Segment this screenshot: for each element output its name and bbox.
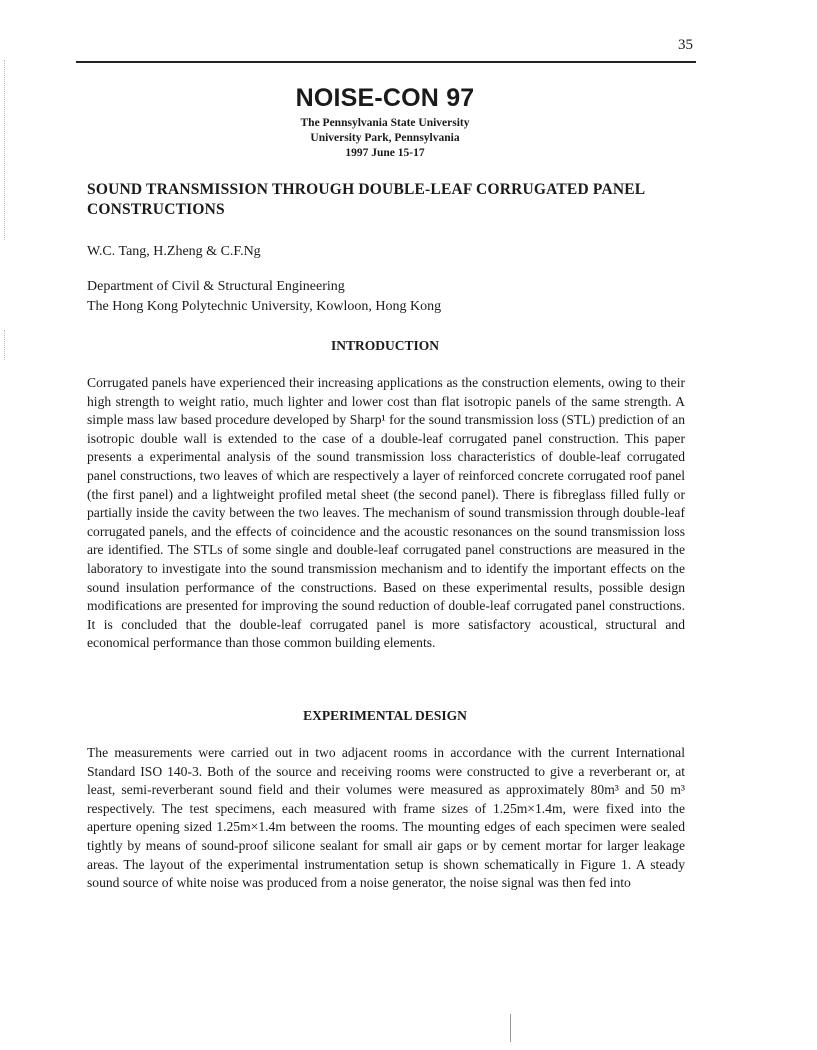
scan-artifact <box>510 1014 511 1042</box>
conference-title: NOISE-CON 97 <box>295 84 475 112</box>
authors: W.C. Tang, H.Zheng & C.F.Ng <box>87 244 261 259</box>
conference-location: University Park, Pennsylvania <box>310 132 460 144</box>
affiliation-department: Department of Civil & Structural Engineering <box>87 279 345 294</box>
paper-title: SOUND TRANSMISSION THROUGH DOUBLE-LEAF CORRUGATED PANEL CONSTRUCTIONS <box>87 181 645 218</box>
conference-date: 1997 June 15-17 <box>345 147 425 159</box>
page-number: 35 <box>678 37 693 53</box>
affiliation-university: The Hong Kong Polytechnic University, Kowloon, Hong Kong <box>87 299 442 314</box>
introduction-paragraph: Corrugated panels have experienced their increasing applications as the construction elements, owing to their high strength to weight ratio, much lighter and lower cost than flat isotropic panels of the same strength. A simple mass law based procedure developed by Sharp¹ for the sound transmission loss (STL) prediction of an isotropic double wall is extended to the case of a double-leaf corrugated panel construction. This paper presents a experimental analysis of the sound transmission loss characteristics of double-leaf corrugated panel constructions, two leaves of which are respectively a layer of reinforced concrete corrugated roof panel (the first panel) and a lightweight profiled metal sheet (the second panel). There is fibreglass filled fully or partially inside the cavity between the two leaves. The mechanism of sound transmission through double-leaf corrugated panels, and the effects of coincidence and the acoustic resonances on the sound transmission loss are identified. The STLs of some single and double-leaf corrugated panel constructions are measured in the laboratory to investigate into the sound transmission mechanism and to identify the important effects on the sound insulation performance of the constructions. Based on these experimental results, possible design modifications are presented for improving the sound reduction of double-leaf corrugated panel constructions. It is concluded that the double-leaf corrugated panel is more satisfactory acoustical, structural and economical performance than those common building elements. <box>87 375 685 651</box>
experimental-design-paragraph: The measurements were carried out in two adjacent rooms in accordance with the current International Standard ISO 140-3. Both of the source and receiving rooms were constructed to give a reverberant or, at least, semi-reverberant sound field and their volumes were measured as approximately 80m³ and 50 m³ respectively. The test specimens, each measured with frame sizes of 1.25m×1.4m, were fixed into the aperture opening sized 1.25m×1.4m between the rooms. The mounting edges of each specimen were sealed tightly by means of sound-proof silicone sealant for small air gaps or by cement mortar for larger leakage areas. The layout of the experimental instrumentation setup is shown schematically in Figure 1. A steady sound source of white noise was produced from a noise generator, the noise signal was then fed into <box>87 745 685 891</box>
scan-edge-marks <box>4 60 6 240</box>
header-rule <box>76 61 696 63</box>
conference-venue: The Pennsylvania State University <box>300 117 470 129</box>
section-heading-experimental-design: EXPERIMENTAL DESIGN <box>303 708 467 723</box>
scan-edge-marks <box>4 330 6 360</box>
section-heading-introduction: INTRODUCTION <box>330 338 439 353</box>
